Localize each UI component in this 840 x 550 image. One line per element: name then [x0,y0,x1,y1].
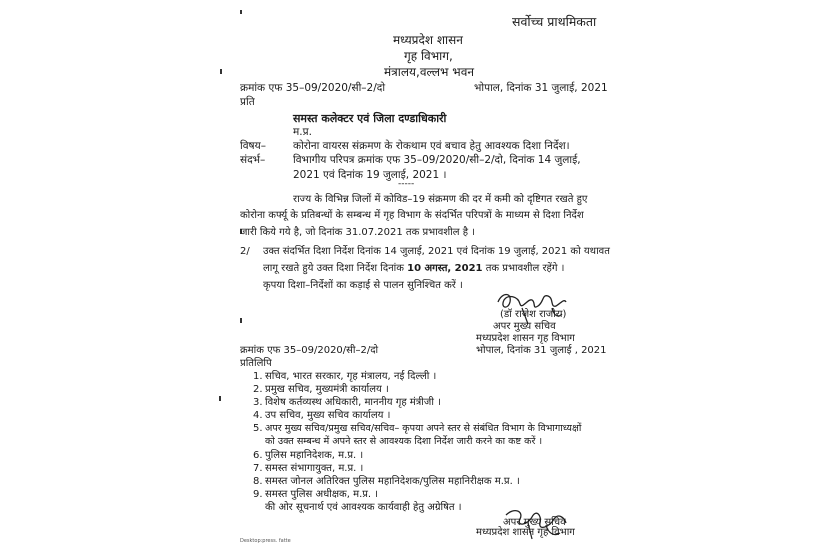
para2-line2-end: तक प्रभावशील रहेंगे । [482,263,565,274]
copy-item-text: अपर मुख्य सचिव/प्रमुख सचिव/सचिव– कृपया अपने स्तर से संबंधित विभाग के विभागाध्यक्षों [265,423,582,434]
header-department: गृह विभाग, [404,49,453,63]
addressee-line1: समस्त कलेक्टर एवं जिला दण्डाधिकारी [293,112,447,125]
margin-mark [240,10,242,14]
margin-mark [220,69,222,74]
reference-label: संदर्भ– [240,154,266,166]
signatory2-designation: अपर मुख्य सचिव [503,517,566,528]
copy-item-text: सचिव, भारत सरकार, गृह मंत्रालय, नई दिल्ली । [265,371,437,382]
para2-number: 2/ [240,246,250,257]
copy-item-text: उप सचिव, मुख्य सचिव कार्यालय । [265,410,391,421]
copy-item-text: समस्त पुलिस अधीक्षक, म.प्र. । [265,489,379,500]
copy-item-text: को उक्त सम्बन्ध में अपने स्तर से आवश्यक दिशा निर्देश जारी करने का कष्ट करें । [265,436,543,447]
para1-line1: राज्य के विभिन्न जिलों में कोविड–19 संक्रमण की दर में कमी को दृष्टिगत रखते हुए [293,194,588,205]
separator: ----- [398,179,415,189]
signatory1-office: मध्यप्रदेश शासन गृह विभाग [476,333,575,344]
copy-item-text: पुलिस महानिदेशक, म.प्र. । [265,450,364,461]
copy-item-number: 6. [253,450,263,461]
order-number: क्रमांक एफ 35–09/2020/सी–2/दो [240,82,386,94]
reference-line2: 2021 एवं दिनांक 19 जुलाई, 2021 । [293,169,447,181]
copy-item-text: समस्त जोनल अतिरिक्त पुलिस महानिदेशक/पुलिस महानिरीक्षक म.प्र. । [265,476,520,487]
margin-mark [240,318,242,323]
copy-item-number: 1. [253,371,263,382]
copy-item-text: समस्त संभागायुक्त, म.प्र. । [265,463,364,474]
copy-place-date: भोपाल, दिनांक 31 जुलाई , 2021 [476,345,607,356]
to-label: प्रति [240,96,255,108]
margin-mark [219,396,221,401]
subject-label: विषय– [240,140,266,152]
copy-item-text: विशेष कर्तव्यस्थ अधिकारी, माननीय गृह मंत्रीजी । [265,397,441,408]
signatory2-office: मध्यप्रदेश शासन गृह विभाग [476,527,575,538]
copy-item-number: 4. [253,410,263,421]
addressee-line2: म.प्र. [293,126,312,138]
copy-item-text: प्रमुख सचिव, मुख्यमंत्री कार्यालय । [265,384,389,395]
copy-to-label: प्रतिलिपि [240,358,272,369]
para3: कृपया दिशा–निर्देशों का कड़ाई से पालन सुनिश्चित करें । [263,280,463,291]
signatory1-name: (डॉ राजेश राजौरा) [500,309,567,320]
para2-line1: उक्त संदर्भित दिशा निर्देश दिनांक 14 जुलाई, 2021 एवं दिनांक 19 जुलाई, 2021 को यथावत [263,246,610,257]
signatory1-designation: अपर मुख्य सचिव [493,321,556,332]
copy-item-number: 7. [253,463,263,474]
copy-item-number: 8. [253,476,263,487]
para2-line2 [263,264,564,274]
header-ministry: मंत्रालय,वल्लभ भवन [384,65,475,79]
header-government: मध्यप्रदेश शासन [393,33,463,47]
reference-line1: विभागीय परिपत्र क्रमांक एफ 35–09/2020/सी–2/दो, दिनांक 14 जुलाई, [293,154,581,166]
para1-line3: जारी किये गये है, जो दिनांक 31.07.2021 तक प्रभावशील है । [240,227,475,238]
copy-item-number: 9. [253,489,263,500]
copy-item-number: 5. [253,423,263,434]
copy-item-number: 2. [253,384,263,395]
copy-order-number: क्रमांक एफ 35–09/2020/सी–2/दो [240,345,379,356]
footer-note: Desktop:press. fatte [240,538,291,544]
order-place-date: भोपाल, दिनांक 31 जुलाई, 2021 [474,82,608,94]
subject-text: कोरोना वायरस संक्रमण के रोकथाम एवं बचाव हेतु आवश्यक दिशा निर्देश। [293,140,570,152]
para1-line2: कोरोना कर्फ्यू के प्रतिबन्धों के सम्बन्ध में गृह विभाग के संदर्भित परिपत्रों के माध्यम से दिशा निर्देश [240,210,584,221]
para2-line2-start: लागू रखते हुये उक्त दिशा निर्देश दिनांक [263,263,408,274]
copy-item-text: की ओर सूचनार्थ एवं आवश्यक कार्यवाही हेतु अग्रेषित । [265,502,462,513]
copy-item-number: 3. [253,397,263,408]
priority-label: सर्वोच्च प्राथमिकता [512,14,597,29]
para2-effective-date: 10 अगस्त, 2021 [407,263,483,274]
